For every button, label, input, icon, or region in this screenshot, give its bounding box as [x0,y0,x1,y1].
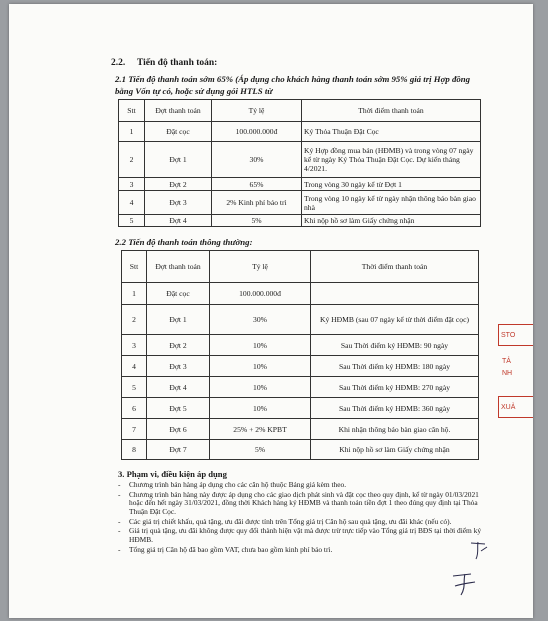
cell-stt: 1 [119,122,145,142]
section-title: Tiến độ thanh toán: [137,58,218,68]
col-header-ratio: Tỷ lệ [210,251,311,283]
cell-installment: Đặt cọc [147,283,210,305]
list-item: - Chương trình bán hàng áp dụng cho các căn hộ thuộc Bảng giá kèm theo. [117,481,489,490]
list-item: - Giá trị quà tặng, ưu đãi không được quy đổi thành hiện vật mà được trừ trực tiếp vào Tổng giá trị BĐS tại thời điểm ký HĐMB. [117,527,489,545]
cell-stt: 4 [119,191,145,215]
section-heading-2-2 [111,58,217,68]
col-header-installment: Đợt thanh toán [145,100,212,122]
table-row [122,356,479,377]
cell-stt: 6 [122,398,147,419]
cell-stt: 7 [122,419,147,440]
cell-ratio: 30% [212,142,302,178]
cell-installment: Đợt 4 [147,377,210,398]
cell-time: Ký Thỏa Thuận Đặt Cọc [302,122,481,142]
table-row [122,335,479,356]
cell-stt: 5 [122,377,147,398]
table-row [122,377,479,398]
table-row [122,419,479,440]
stamp-fragment: XUẢ [498,396,533,418]
regular-payment-table [121,250,479,460]
cell-stt: 2 [122,305,147,335]
col-header-time: Thời điểm thanh toán [311,251,479,283]
col-header-stt: Stt [119,100,145,122]
subheading-2-2: 2.2 Tiến độ thanh toán thông thường: [115,237,253,247]
col-header-ratio: Tỷ lệ [212,100,302,122]
cell-installment: Đặt cọc [145,122,212,142]
cell-ratio: 10% [210,335,311,356]
cell-ratio: 30% [210,305,311,335]
col-header-time: Thời điểm thanh toán [302,100,481,122]
signature-icon [443,568,483,598]
cell-installment: Đợt 2 [145,178,212,191]
cell-ratio: 5% [210,440,311,460]
cell-ratio: 5% [212,215,302,227]
table-row [119,178,481,191]
table-header-row [119,100,481,122]
cell-installment: Đợt 4 [145,215,212,227]
cell-stt: 3 [122,335,147,356]
cell-stt: 5 [119,215,145,227]
stamp-text-line: TẢ [502,358,511,365]
cell-time [311,283,479,305]
table-row [122,305,479,335]
cell-time: Khi nộp hồ sơ làm Giấy chứng nhận [302,215,481,227]
cell-stt: 8 [122,440,147,460]
cell-time: Sau Thời điểm ký HĐMB: 180 ngày [311,356,479,377]
col-header-installment: Đợt thanh toán [147,251,210,283]
cell-stt: 4 [122,356,147,377]
cell-ratio: 100.000.000đ [212,122,302,142]
cell-installment: Đợt 5 [147,398,210,419]
conditions-list [117,481,489,555]
cell-ratio: 100.000.000đ [210,283,311,305]
list-item: - Tổng giá trị Căn hộ đã bao gồm VAT, chưa bao gồm kinh phí bảo trì. [117,546,489,555]
cell-time: Trong vòng 10 ngày kể từ ngày nhận thông báo bàn giao nhà [302,191,481,215]
cell-installment: Đợt 3 [145,191,212,215]
cell-stt: 3 [119,178,145,191]
cell-time: Sau Thời điểm ký HĐMB: 270 ngày [311,377,479,398]
table-row [122,440,479,460]
table-row [122,398,479,419]
cell-ratio: 10% [210,398,311,419]
stamp-fragment-text [502,356,512,380]
subheading-2-1: 2.1 Tiến độ thanh toán sớm 65% (Áp dụng cho khách hàng thanh toán sớm 95% giá trị Hợp đồng bằng Vốn tự có, hoặc sử dụng gói HTLS từ [115,74,471,96]
cell-time: Trong vòng 30 ngày kể từ Đợt 1 [302,178,481,191]
cell-stt: 2 [119,142,145,178]
cell-time: Khi nộp hồ sơ làm Giấy chứng nhận [311,440,479,460]
col-header-stt: Stt [122,251,147,283]
cell-time: Sau Thời điểm ký HĐMB: 90 ngày [311,335,479,356]
cell-stt: 1 [122,283,147,305]
cell-installment: Đợt 3 [147,356,210,377]
cell-ratio: 25% + 2% KPBT [210,419,311,440]
cell-installment: Đợt 2 [147,335,210,356]
cell-time: Khi nhận thông báo bàn giao căn hộ. [311,419,479,440]
stamp-text-line: NH [502,370,513,377]
cell-ratio: 10% [210,356,311,377]
cell-ratio: 10% [210,377,311,398]
table-row [122,283,479,305]
table-row [119,122,481,142]
document-page [9,4,533,618]
cell-time: Sau Thời điểm ký HĐMB: 360 ngày [311,398,479,419]
cell-ratio: 2% Kinh phí bảo trì [212,191,302,215]
cell-time: Ký HĐMB (sau 07 ngày kể từ thời điểm đặt cọc) [311,305,479,335]
cell-installment: Đợt 1 [147,305,210,335]
section-heading-3: 3. Phạm vi, điều kiện áp dụng [118,469,227,479]
cell-installment: Đợt 1 [145,142,212,178]
table-row [119,191,481,215]
cell-time: Ký Hợp đồng mua bán (HĐMB) và trong vòng 07 ngày kể từ ngày Ký Thỏa Thuận Đặt Cọc. Dự kiến tháng 4/2021. [302,142,481,178]
list-item: - Các giá trị chiết khấu, quà tặng, ưu đãi được tính trên Tổng giá trị Căn hộ sau quà tặng, ưu đãi khác (nếu có). [117,518,489,527]
section-number: 2.2. [111,58,126,68]
cell-installment: Đợt 7 [147,440,210,460]
table-row [119,215,481,227]
early-payment-table [118,99,481,227]
stamp-fragment: STO [498,324,533,346]
cell-ratio: 65% [212,178,302,191]
signature-mark-icon [467,539,491,561]
table-row [119,142,481,178]
table-header-row [122,251,479,283]
list-item: - Chương trình bán hàng này được áp dụng cho các giao dịch phát sinh và đặt cọc theo quy định, kể từ ngày 01/03/2021 hoặc đến hết ngày 31/03/2021, đồng thời Khách hàng ký HĐMB và thanh toán tiền đợt 1 theo đúng quy định tại Thỏa Thuận Đặt Cọc. [117,491,489,518]
cell-installment: Đợt 6 [147,419,210,440]
